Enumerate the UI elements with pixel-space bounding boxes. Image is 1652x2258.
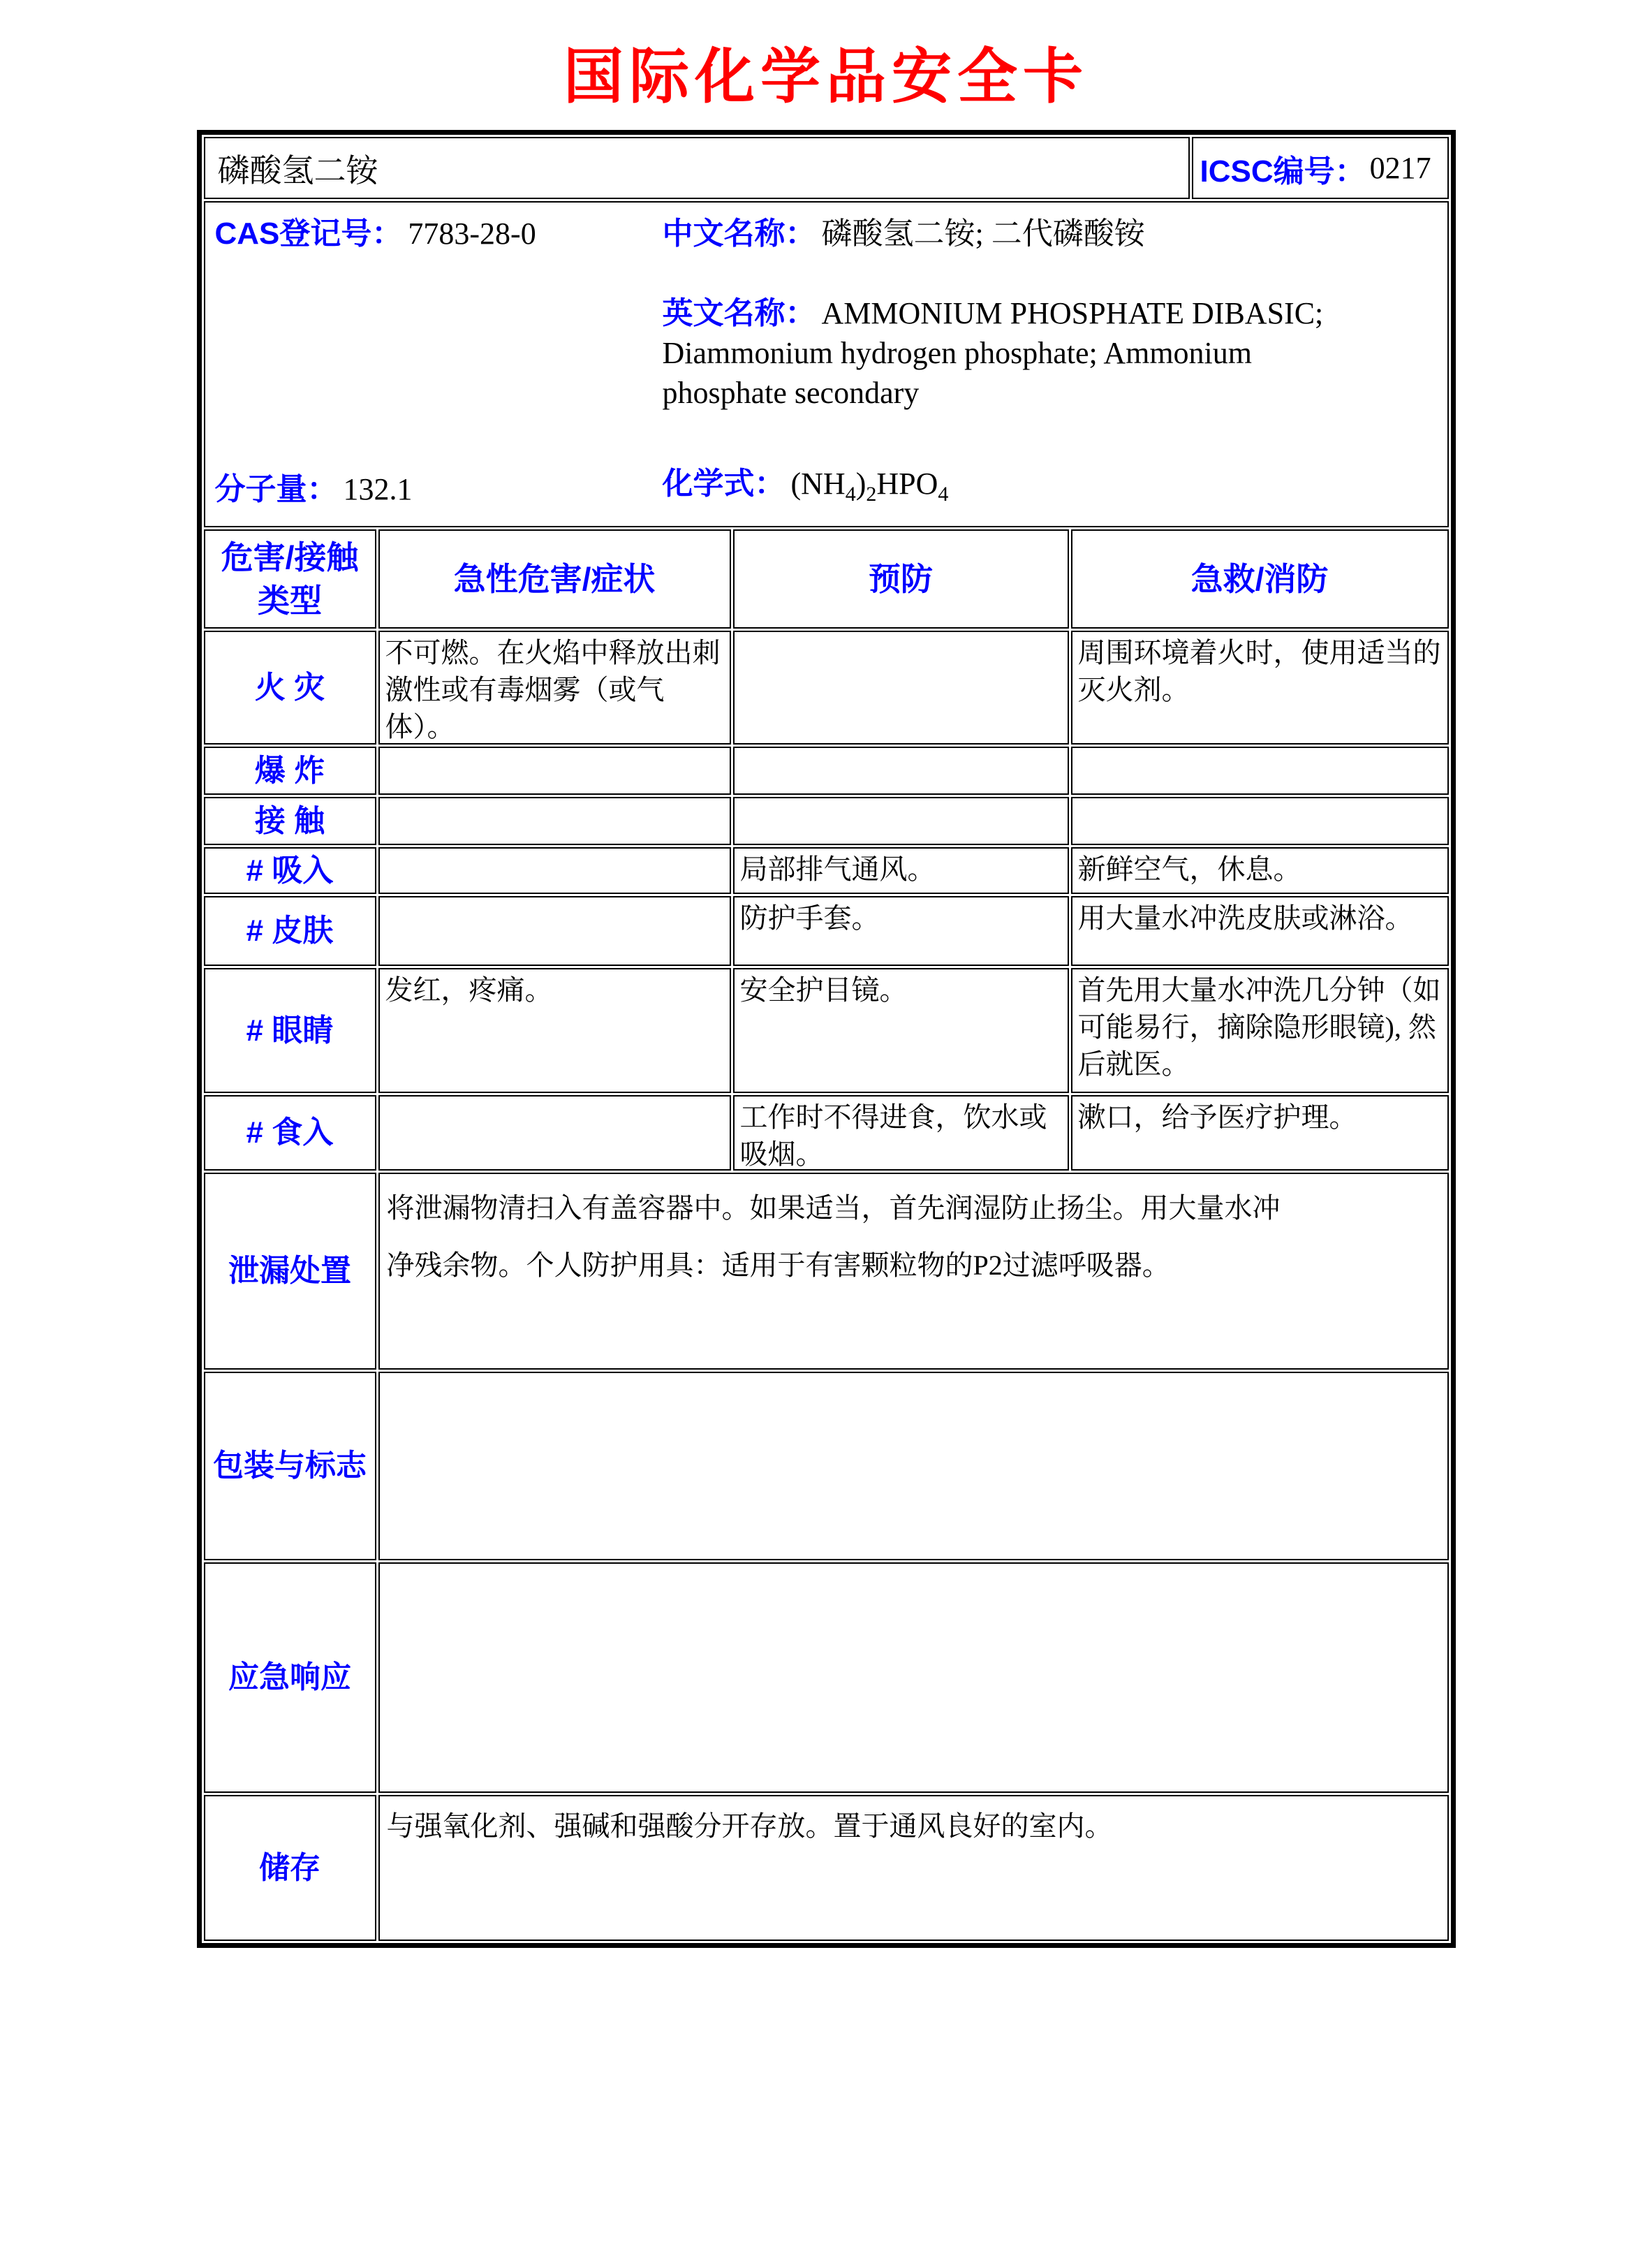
- storage-content: 与强氧化剂、强碱和强酸分开存放。置于通风良好的室内。: [386, 1810, 1113, 1842]
- row-emergency: [204, 1562, 1449, 1793]
- skin-symptoms: [378, 896, 731, 966]
- english-name-label: 英文名称：: [662, 296, 816, 330]
- chinese-name-label: 中文名称：: [662, 217, 816, 251]
- chemical-formula: $(NH_4)_2HPO_4$: [790, 467, 949, 506]
- fire-prevention: [733, 631, 1069, 745]
- row-ingestion: [204, 1095, 1449, 1171]
- row-label-eyes: # 眼睛: [204, 968, 376, 1093]
- spillage-content-cell: [378, 1173, 1449, 1370]
- ingestion-prevention: 工作时不得进食，饮水或吸烟。: [733, 1095, 1069, 1171]
- chemical-formula-line: [663, 464, 949, 508]
- molecular-weight-line: [215, 469, 413, 509]
- substance-name-cell: [204, 137, 1190, 199]
- eyes-prevention: 安全护目镜。: [733, 968, 1069, 1093]
- english-name: AMMONIUM PHOSPHATE DIBASIC; Diammonium hydrogen phosphate; Ammonium phosphate secondary: [662, 296, 1324, 411]
- explosion-prevention: [733, 747, 1069, 795]
- card-header-row: [204, 137, 1449, 199]
- row-label-skin: # 皮肤: [204, 896, 376, 966]
- row-label-ingestion: # 食入: [204, 1095, 376, 1171]
- chemical-formula-label: 化学式：: [662, 467, 786, 501]
- contact-first-aid: [1071, 797, 1449, 845]
- row-label-emergency: 应急响应: [204, 1562, 376, 1793]
- row-label-fire: 火 灾: [204, 631, 376, 745]
- fire-first-aid: 周围环境着火时，使用适当的灭火剂。: [1071, 631, 1449, 745]
- page-title: 国际化学品安全卡: [563, 43, 1089, 110]
- identity-cell: [204, 201, 1449, 527]
- row-label-storage: 储存: [204, 1795, 376, 1941]
- column-header-hazard-type: 危害/接触类型: [204, 529, 376, 629]
- row-spillage: [204, 1173, 1449, 1370]
- eyes-first-aid: 首先用大量水冲洗几分钟（如可能易行，摘除隐形眼镜), 然后就医。: [1071, 968, 1449, 1093]
- icsc-number-cell: [1192, 137, 1449, 199]
- row-label-explosion: 爆 炸: [204, 747, 376, 795]
- inhalation-prevention: 局部排气通风。: [733, 847, 1069, 894]
- substance-name: 磷酸氢二铵: [217, 152, 378, 189]
- spillage-content: 将泄漏物清扫入有盖容器中。如果适当，首先润湿防止扬尘。用大量水冲净残余物。个人防护用具：适用于有害颗粒物的P2过滤呼吸器。: [386, 1192, 1281, 1281]
- icsc-card: [197, 130, 1456, 1948]
- contact-symptoms: [378, 797, 731, 845]
- column-header-first-aid: 急救/消防: [1071, 529, 1449, 629]
- cas-number-line: [215, 214, 536, 254]
- skin-first-aid: 用大量水冲洗皮肤或淋浴。: [1071, 896, 1449, 966]
- molecular-weight-label: 分子量：: [214, 472, 338, 506]
- explosion-first-aid: [1071, 747, 1449, 795]
- column-header-prevention: 预防: [733, 529, 1069, 629]
- inhalation-symptoms: [378, 847, 731, 894]
- row-label-contact: 接 触: [204, 797, 376, 845]
- eyes-symptoms: 发红，疼痛。: [378, 968, 731, 1093]
- skin-prevention: 防护手套。: [733, 896, 1069, 966]
- cas-number: 7783-28-0: [408, 217, 536, 251]
- fire-symptoms: 不可燃。在火焰中释放出刺激性或有毒烟雾（或气体）。: [378, 631, 731, 745]
- chinese-name-line: [663, 214, 1145, 254]
- contact-prevention: [733, 797, 1069, 845]
- packaging-content: [378, 1372, 1449, 1560]
- explosion-symptoms: [378, 747, 731, 795]
- english-name-line: [663, 293, 1347, 413]
- identity-row: [204, 201, 1449, 527]
- storage-content-cell: [378, 1795, 1449, 1941]
- ingestion-first-aid: 漱口，给予医疗护理。: [1071, 1095, 1449, 1171]
- row-packaging: [204, 1372, 1449, 1560]
- row-label-inhalation: # 吸入: [204, 847, 376, 894]
- inhalation-first-aid: 新鲜空气，休息。: [1071, 847, 1449, 894]
- row-inhalation: [204, 847, 1449, 894]
- chinese-name: 磷酸氢二铵; 二代磷酸铵: [821, 217, 1145, 251]
- row-explosion: [204, 747, 1449, 795]
- row-label-packaging: 包装与标志: [204, 1372, 376, 1560]
- row-contact: [204, 797, 1449, 845]
- row-storage: [204, 1795, 1449, 1941]
- icsc-number-value: 0217: [1369, 151, 1431, 185]
- icsc-number-label: ICSC编号：: [1200, 154, 1366, 189]
- cas-label: CAS登记号：: [214, 217, 403, 251]
- row-fire: [204, 631, 1449, 745]
- ingestion-symptoms: [378, 1095, 731, 1171]
- row-skin: [204, 896, 1449, 966]
- row-label-spillage: 泄漏处置: [204, 1173, 376, 1370]
- row-eyes: [204, 968, 1449, 1093]
- hazard-table-header-row: [204, 529, 1449, 629]
- molecular-weight: 132.1: [343, 472, 413, 506]
- column-header-symptoms: 急性危害/症状: [378, 529, 731, 629]
- emergency-content: [378, 1562, 1449, 1793]
